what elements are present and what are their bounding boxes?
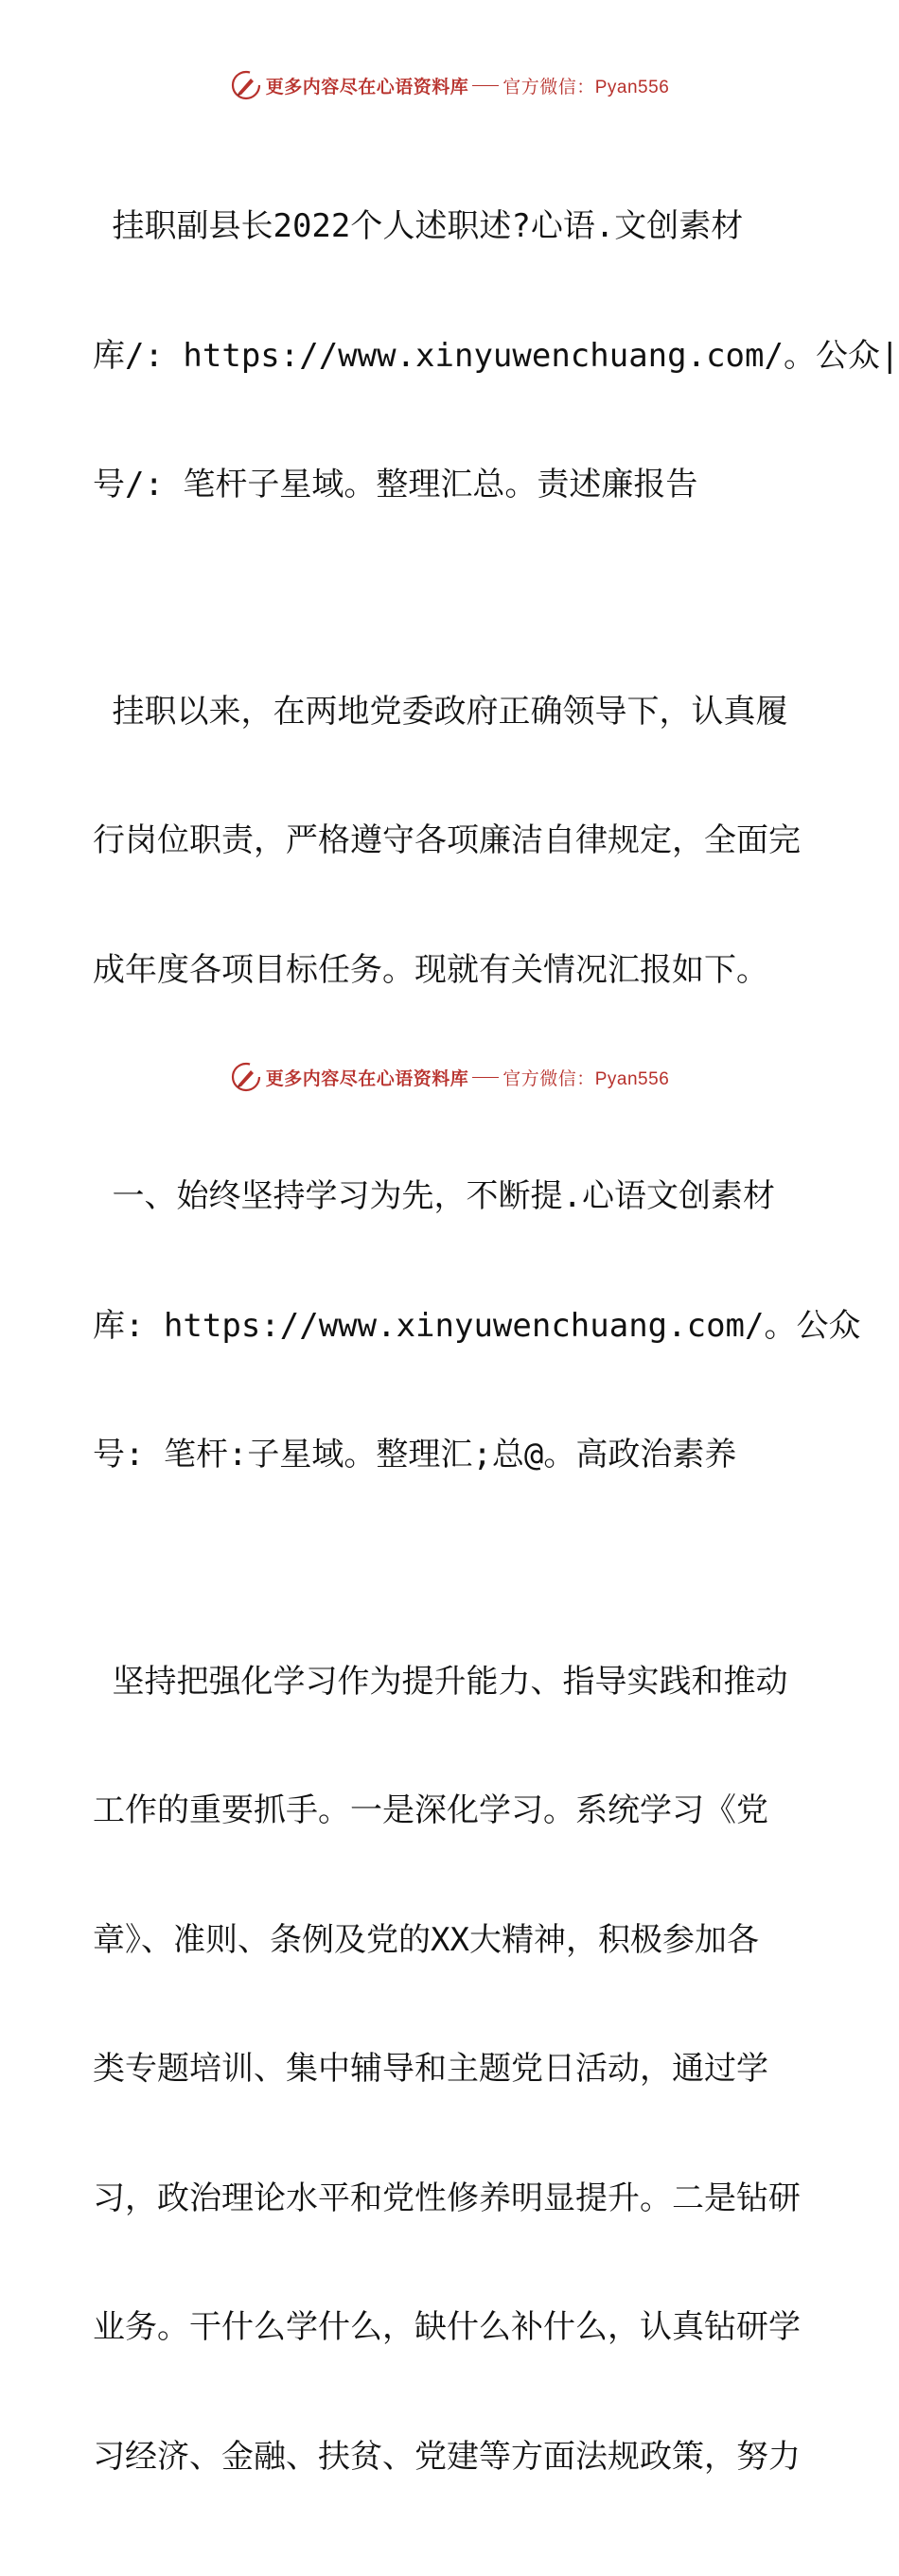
text-line: 号/: 笔杆子星域。整理汇总。责述廉报告: [93, 466, 698, 503]
text-line: 号: 笔杆:子星域。整理汇;总@。高政治素养: [93, 1436, 737, 1473]
text-line: 挂职副县长2022个人述职述?心语.文创素材: [93, 207, 744, 245]
pen-circle-icon: [230, 1061, 262, 1093]
paragraph-1: [93, 119, 899, 593]
text-line: 库/: https://www.xinyuwenchuang.com/。公众|: [93, 336, 899, 375]
text-line: 业务。干什么学什么，缺什么补什么，认真钻研学: [93, 2308, 801, 2346]
banner-text: 更多内容尽在心语资料库: [265, 76, 469, 97]
text-line: 库: https://www.xinyuwenchuang.com/。公众: [93, 1306, 861, 1345]
banner-text: 更多内容尽在心语资料库: [265, 1067, 469, 1089]
banner-separator: [472, 85, 499, 86]
footer-banner: [0, 1058, 899, 1096]
text-line: 行岗位职责，严格遵守各项廉洁自律规定，全面完: [93, 821, 801, 859]
header-banner: [0, 66, 899, 104]
text-line: 成年度各项目标任务。现就有关情况汇报如下。: [93, 950, 768, 989]
paragraph-2: [93, 605, 804, 1079]
text-line: 坚持把强化学习作为提升能力、指导实践和推动: [93, 1662, 788, 1701]
pen-circle-icon: [230, 69, 262, 101]
paragraph-3: [93, 1089, 861, 1563]
banner-separator: [472, 1077, 499, 1078]
text-line: 类专题培训、集中辅导和主题党日活动，通过学: [93, 2050, 768, 2088]
paragraph-4: [93, 1575, 804, 2566]
document-body: [93, 119, 899, 2576]
text-line: 习经济、金融、扶贫、党建等方面法规政策，努力: [93, 2437, 801, 2476]
text-line: 挂职以来，在两地党委政府正确领导下，认真履: [93, 692, 788, 731]
banner-contact: 官方微信：Pyan556: [502, 1068, 670, 1089]
text-line: 习，政治理论水平和党性修养明显提升。二是钻研: [93, 2179, 801, 2217]
text-line: 章》、准则、条例及党的XX大精神，积极参加各: [93, 1920, 759, 1959]
banner-contact: 官方微信：Pyan556: [502, 77, 670, 97]
text-line: 一、始终坚持学习为先，不断提.心语文创素材: [93, 1177, 775, 1215]
text-line: 工作的重要抓手。一是深化学习。系统学习《党: [93, 1791, 768, 1829]
